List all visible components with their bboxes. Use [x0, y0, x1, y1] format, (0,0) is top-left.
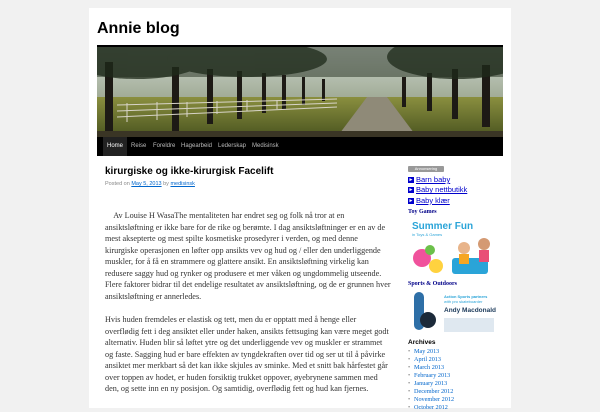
post-date-link[interactable]: May 5, 2013: [131, 181, 162, 187]
post-title[interactable]: kirurgiske og ikke-kirurgisk Facelift: [105, 166, 274, 177]
nav-item-reise[interactable]: Reise: [131, 143, 147, 149]
archive-link[interactable]: • May 2013: [414, 348, 504, 356]
archive-link[interactable]: • October 2012: [414, 404, 504, 412]
main-nav: [97, 137, 503, 156]
archive-link[interactable]: • December 2012: [414, 388, 504, 396]
nav-item-foreldre[interactable]: Foreldre: [153, 143, 176, 149]
meta-by: by: [163, 181, 169, 187]
ad-link-baby-klaer[interactable]: [408, 196, 504, 206]
play-arrow-icon: ►: [408, 197, 414, 204]
post-meta: [105, 181, 391, 188]
archive-link[interactable]: • November 2012: [414, 396, 504, 404]
meta-prefix: Posted on: [105, 181, 130, 187]
ad-link-baby-nettbutikk[interactable]: [408, 185, 504, 195]
ad-link-label: Baby klær: [416, 195, 450, 205]
ad-link-barn-baby[interactable]: [408, 175, 504, 185]
post-body: [105, 210, 391, 395]
archive-link[interactable]: • March 2013: [414, 364, 504, 372]
toy-ad-line1: Summer Fun: [412, 220, 474, 232]
toy-ad-banner[interactable]: [408, 218, 498, 278]
header-image: [97, 45, 503, 137]
page-container: [89, 8, 511, 411]
archive-link[interactable]: • February 2013: [414, 372, 504, 380]
nav-item-lederskap[interactable]: Lederskap: [218, 143, 247, 149]
nav-item-hagearbeid[interactable]: Hagearbeid: [181, 143, 213, 149]
archives-list: [408, 348, 504, 412]
archive-link[interactable]: • January 2013: [414, 380, 504, 388]
ad-link-label: Barn baby: [416, 175, 451, 184]
post-paragraph: Av Louise H WasaThe mentaliteten har endret seg og folk nå tror at en ansiktsløftning er ikke bare for de rike og berømte. I dag ansiktsløftninger er en av de mest aksepterte og mest spilte kosmetiske prosedyrer i verden, og med denne kirurgiske operasjonen en løfter opp ansikts vev og hud og / eller den underliggende muskler, for å få en strammere og glattere ansikt. En ansiktsløftning virkelig kan redusere saggy hud og rynker og produsere et mer våken og ungdommelig utseende. Flere faktorer bidrar til det endelige resultatet av ansiktsløftning, og de er grunnen hver ansiktsløftning er annerledes.: [105, 211, 393, 301]
post-article: [105, 166, 391, 407]
ad-badge: Annonsering: [408, 166, 444, 172]
site-title[interactable]: Annie blog: [97, 20, 180, 37]
toy-ad-line2: in Toys & Games: [412, 231, 443, 237]
sports-outdoors-title[interactable]: Sports & Outdoors: [408, 280, 458, 287]
ad-link-label: Baby nettbutikk: [416, 185, 468, 195]
sports-ad-line3: Andy Macdonald: [444, 306, 497, 314]
post-author-link[interactable]: medisinsk: [170, 181, 195, 187]
sports-ad-banner[interactable]: [408, 290, 498, 336]
archives-title: Archives: [408, 338, 436, 346]
sports-ad-line2: with pro skateboarder: [444, 298, 483, 304]
archive-link[interactable]: • April 2013: [414, 356, 504, 364]
sports-ad-line1: Action Sports partners: [444, 293, 488, 299]
ad-links: [408, 175, 504, 206]
nav-item-medisinsk[interactable]: Medisinsk: [252, 143, 279, 149]
tree-avenue-photo: [97, 47, 503, 137]
nav-item-home[interactable]: Home: [103, 137, 127, 156]
play-arrow-icon: ►: [408, 187, 414, 194]
toy-games-title[interactable]: Toy Games: [408, 208, 437, 215]
sidebar: [408, 166, 504, 412]
play-arrow-icon: ►: [408, 177, 414, 184]
post-paragraph: Hvis huden fremdeles er elastisk og tett, men du er opptatt med å henge eller overflødig fett i deg ansiktet eller under haken, ansikts fettsuging kan være meget godt alternativ. Huden blir så løftet ytre og det underliggende vev og muskler er strammet og faste. Sagging hud er bare effekten av tyngdekraften over tid og ser ut til å påvirke ansiktet mer merkbart så det kan ikke skjules av sminke. Med et snitt bak hårfestet går over toppen av hodet, er huden forsiktig trukket oppover, øyebrynene sammen med den, og sette inn en ny posisjon. Og samtidig, overflødig fett og hud kan fjernes.: [105, 315, 389, 393]
